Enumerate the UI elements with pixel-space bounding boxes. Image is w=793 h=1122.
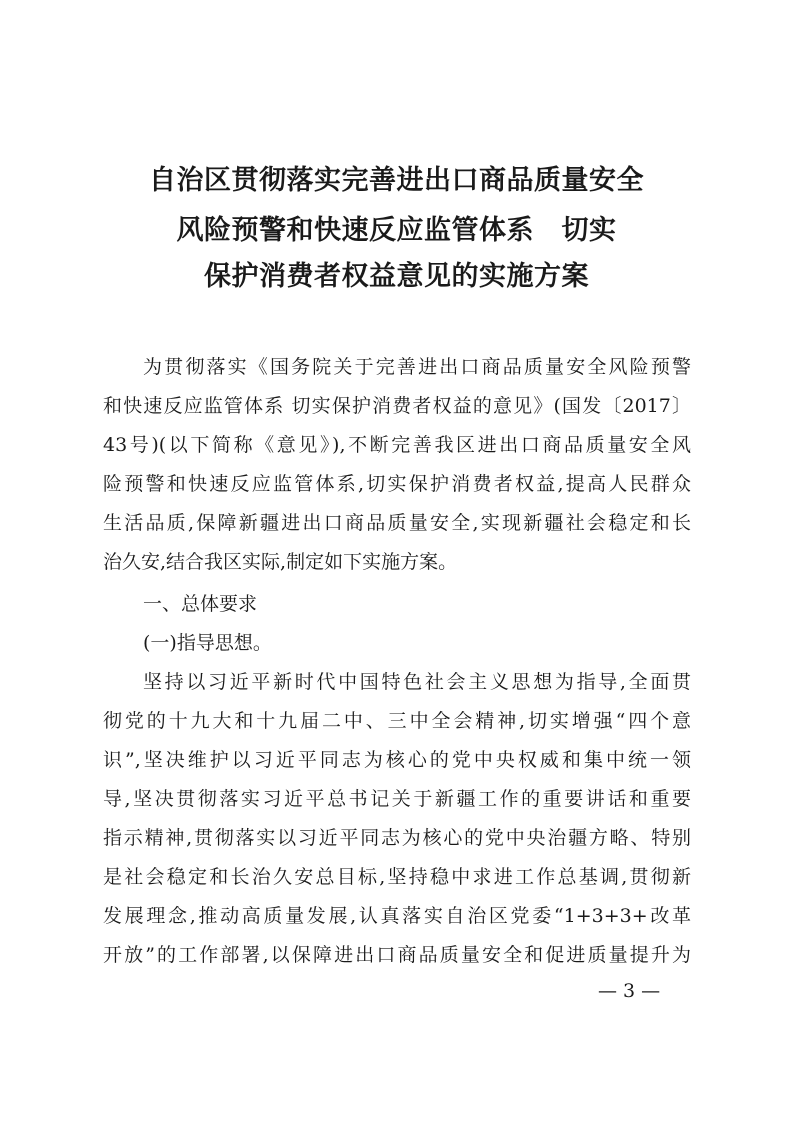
body-text-line: 坚持以习近平新时代中国特色社会主义思想为指导,全面贯 — [143, 671, 691, 693]
subsection-heading: (一)指导思想。 — [143, 632, 272, 654]
body-text-line: 是社会稳定和长治久安总目标,坚持稳中求进工作总基调,贯彻新 — [103, 866, 691, 888]
body-text-line: 为贯彻落实《国务院关于完善进出口商品质量安全风险预警 — [143, 356, 691, 378]
body-text-line: 43号)(以下简称《意见》),不断完善我区进出口商品质量安全风 — [103, 434, 691, 456]
body-text-line: 导,坚决贯彻落实习近平总书记关于新疆工作的重要讲话和重要 — [103, 788, 691, 810]
section-heading: 一、总体要求 — [143, 593, 258, 615]
body-text-line: 险预警和快速反应监管体系,切实保护消费者权益,提高人民群众 — [103, 473, 691, 495]
document-title-line-3: 保护消费者权益意见的实施方案 — [204, 261, 589, 292]
document-title-line-2: 风险预警和快速反应监管体系 切实 — [176, 215, 617, 246]
body-text-line: 彻党的十九大和十九届二中、三中全会精神,切实增强“四个意 — [103, 710, 691, 732]
body-text-line: 治久安,结合我区实际,制定如下实施方案。 — [103, 551, 458, 573]
page-number: — 3 — — [598, 980, 661, 1002]
body-text-line: 和快速反应监管体系 切实保护消费者权益的意见》(国发〔2017〕 — [103, 395, 691, 417]
document-title-line-1: 自治区贯彻落实完善进出口商品质量安全 — [149, 165, 644, 196]
body-text-line: 发展理念,推动高质量发展,认真落实自治区党委“1+3+3+改革 — [103, 905, 691, 927]
body-text-line: 指示精神,贯彻落实以习近平同志为核心的党中央治疆方略、特别 — [103, 827, 691, 849]
body-text-line: 识”,坚决维护以习近平同志为核心的党中央权威和集中统一领 — [103, 749, 691, 771]
body-text-line: 开放”的工作部署,以保障进出口商品质量安全和促进质量提升为 — [103, 944, 691, 966]
body-text-line: 生活品质,保障新疆进出口商品质量安全,实现新疆社会稳定和长 — [103, 512, 691, 534]
